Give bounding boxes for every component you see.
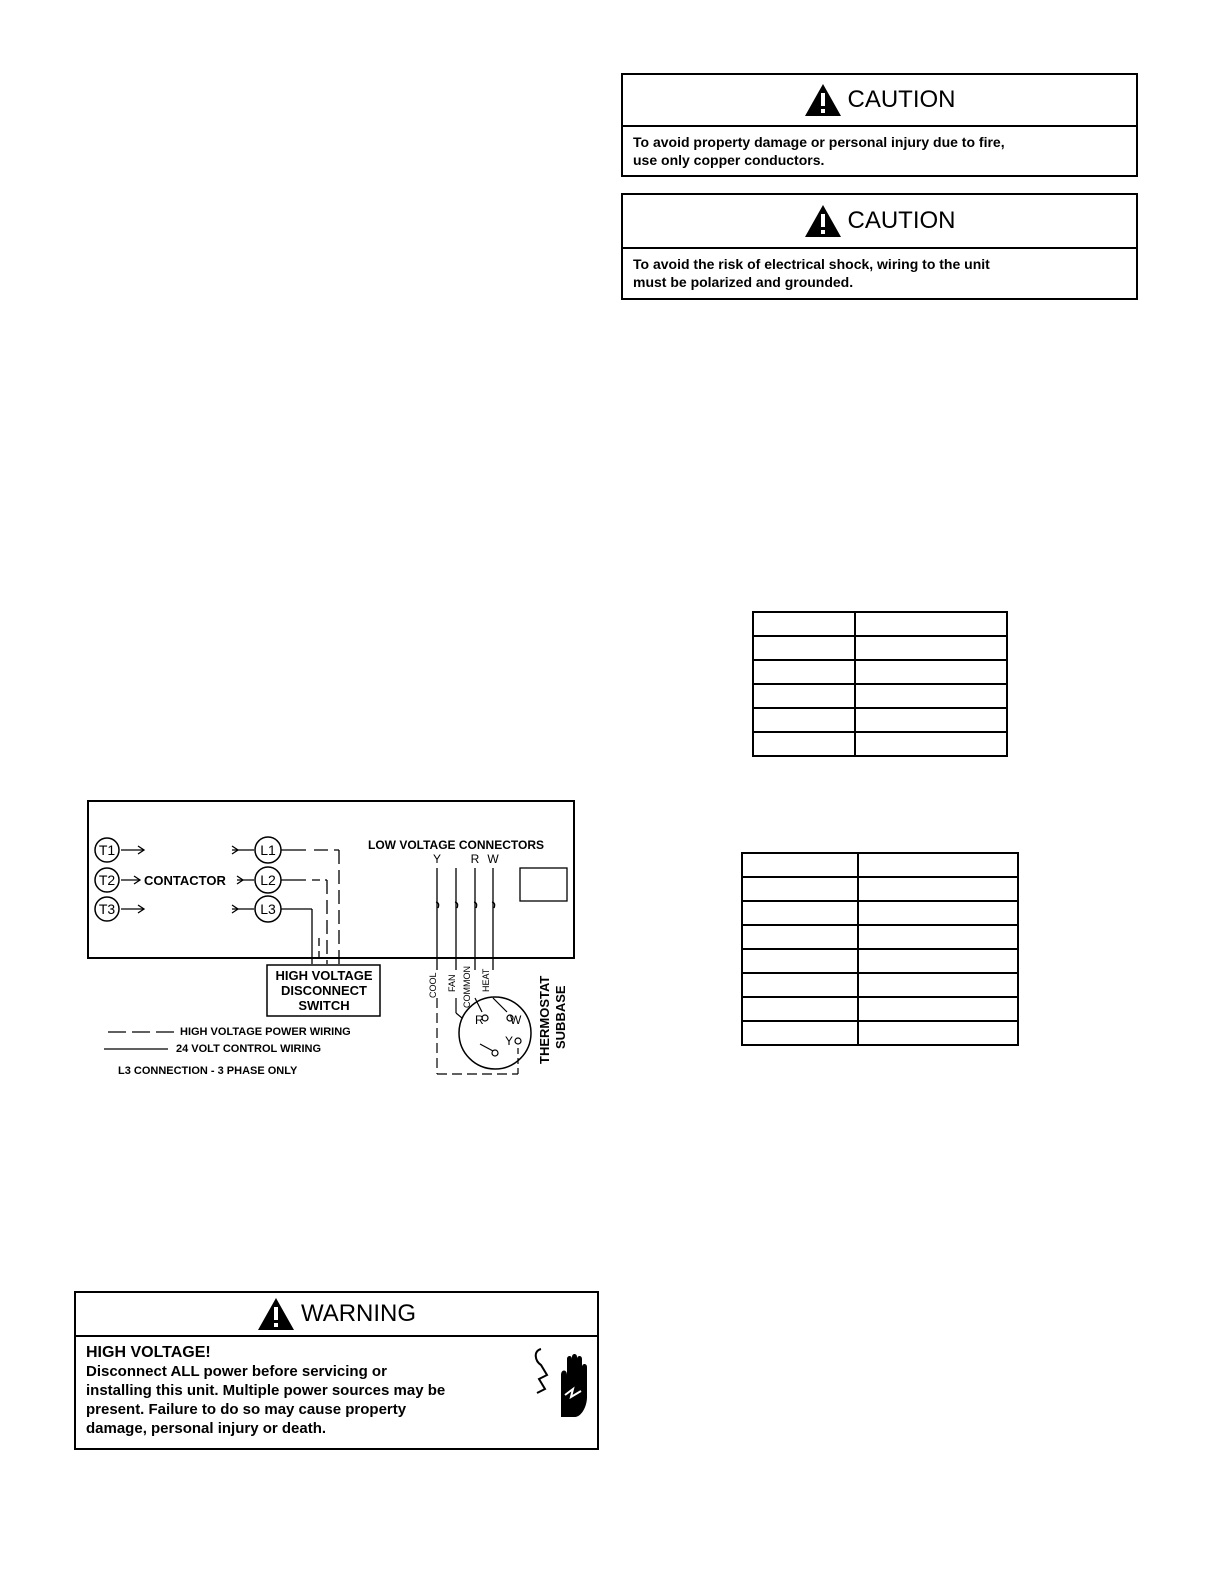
terminal-l1 (255, 837, 281, 863)
table-cell (742, 997, 858, 1021)
table-cell (742, 973, 858, 997)
table-row (753, 612, 1007, 636)
connector-letter-w: W (487, 852, 499, 866)
table-row (742, 877, 1018, 901)
low-voltage-title: LOW VOLTAGE CONNECTORS (368, 838, 544, 852)
table-cell (858, 925, 1018, 949)
table-cell (753, 708, 855, 732)
connector-letter-y: Y (432, 852, 442, 866)
contactor-label: CONTACTOR (144, 873, 226, 888)
thermostat-terminal-y: Y (505, 1034, 514, 1048)
terminal-label: T2 (98, 872, 116, 888)
l-arrows (232, 846, 254, 913)
table-cell (753, 684, 855, 708)
table-cell (858, 1021, 1018, 1045)
thermostat-label: THERMOSTAT (537, 975, 552, 1064)
warning-header (76, 1293, 597, 1337)
warning-text-line: Disconnect ALL power before servicing or (86, 1363, 387, 1380)
table-cell (858, 853, 1018, 877)
terminal-label: L3 (260, 901, 276, 917)
terminal-t2 (95, 868, 119, 892)
caution-text-line: To avoid the risk of electrical shock, wiring to the unit (633, 256, 990, 272)
terminal-l2 (255, 867, 281, 893)
disconnect-label: DISCONNECT (281, 983, 367, 998)
warning-text-line: installing this unit. Multiple power sources may be (86, 1382, 446, 1399)
warning-text-line: damage, personal injury or death. (86, 1420, 327, 1437)
control-wires (436, 868, 495, 970)
caution-heading: CAUTION (847, 207, 956, 234)
thermostat-terminal-w: W (510, 1013, 522, 1027)
warning-notice-high-voltage (74, 1291, 599, 1450)
warning-heading: WARNING (300, 1300, 417, 1327)
table-cell (742, 925, 858, 949)
thermostat-terminal-r: R (475, 1013, 484, 1027)
table-row (742, 853, 1018, 877)
caution-triangle-icon (804, 204, 842, 238)
table-cell (753, 660, 855, 684)
table-row (753, 708, 1007, 732)
warning-title: HIGH VOLTAGE! (86, 1344, 211, 1361)
caution-text-line: must be polarized and grounded. (633, 274, 854, 290)
caution-text-line: To avoid property damage or personal injury due to fire, (633, 134, 1005, 150)
table-cell (753, 636, 855, 660)
electric-shock-hand-icon (529, 1345, 591, 1421)
wire-label-cool: COOL (428, 972, 438, 998)
terminal-t3 (95, 897, 119, 921)
warning-text-line: present. Failure to do so may cause property (86, 1401, 407, 1418)
table-cell (855, 732, 1007, 756)
table-cell (855, 660, 1007, 684)
wiring-diagram (84, 798, 580, 1082)
table-cell (855, 708, 1007, 732)
legend-lines (104, 1032, 174, 1049)
table-cell (742, 853, 858, 877)
table-row (742, 997, 1018, 1021)
caution-text-line: use only copper conductors. (633, 152, 825, 168)
table-cell (753, 732, 855, 756)
table-cell (742, 901, 858, 925)
table-cell (858, 877, 1018, 901)
table-cell (858, 973, 1018, 997)
wire-label-common: COMMON (462, 966, 472, 1008)
table-cell (858, 949, 1018, 973)
thermostat-subbase-circle (459, 997, 531, 1069)
table-row (753, 732, 1007, 756)
high-voltage-wires (281, 850, 339, 964)
table-cell (742, 1021, 858, 1045)
table-cell (855, 684, 1007, 708)
disconnect-label: SWITCH (298, 998, 350, 1013)
legend-control-wiring: 24 VOLT CONTROL WIRING (176, 1043, 322, 1055)
t-arrows (121, 846, 144, 913)
legend-high-voltage: HIGH VOLTAGE POWER WIRING (180, 1026, 351, 1038)
table-row (753, 660, 1007, 684)
caution-notice-copper (621, 73, 1138, 177)
table-row (742, 901, 1018, 925)
caution-header (623, 195, 1136, 249)
table-row (753, 636, 1007, 660)
table-row (742, 973, 1018, 997)
terminal-l3 (255, 896, 281, 922)
table-row (753, 684, 1007, 708)
legend-l3-note: L3 CONNECTION - 3 PHASE ONLY (118, 1065, 298, 1077)
empty-table-2 (741, 852, 1019, 1046)
table-row (742, 949, 1018, 973)
terminal-label: T3 (98, 901, 116, 917)
caution-triangle-icon (804, 83, 842, 117)
wire-label-heat: HEAT (481, 968, 491, 992)
terminal-label: T1 (98, 842, 116, 858)
connector-letter-r: R (470, 852, 480, 866)
connector-block (520, 868, 567, 901)
caution-notice-polarized (621, 193, 1138, 300)
terminal-t1 (95, 838, 119, 862)
empty-table-1 (752, 611, 1008, 757)
caution-text (623, 249, 1136, 297)
table-cell (855, 612, 1007, 636)
caution-heading: CAUTION (847, 86, 956, 113)
table-row (742, 925, 1018, 949)
table-cell (858, 901, 1018, 925)
disconnect-label: HIGH VOLTAGE (275, 968, 373, 983)
terminal-label: L1 (260, 842, 276, 858)
table-cell (753, 612, 855, 636)
subbase-label: SUBBASE (553, 985, 568, 1049)
table-cell (855, 636, 1007, 660)
warning-text (76, 1337, 536, 1444)
table-row (742, 1021, 1018, 1045)
caution-header (623, 75, 1136, 127)
table-cell (858, 997, 1018, 1021)
terminal-label: L2 (260, 872, 276, 888)
table-cell (742, 949, 858, 973)
table-cell (742, 877, 858, 901)
warning-triangle-icon (257, 1297, 295, 1331)
wire-label-fan: FAN (447, 974, 457, 992)
caution-text (623, 127, 1136, 175)
